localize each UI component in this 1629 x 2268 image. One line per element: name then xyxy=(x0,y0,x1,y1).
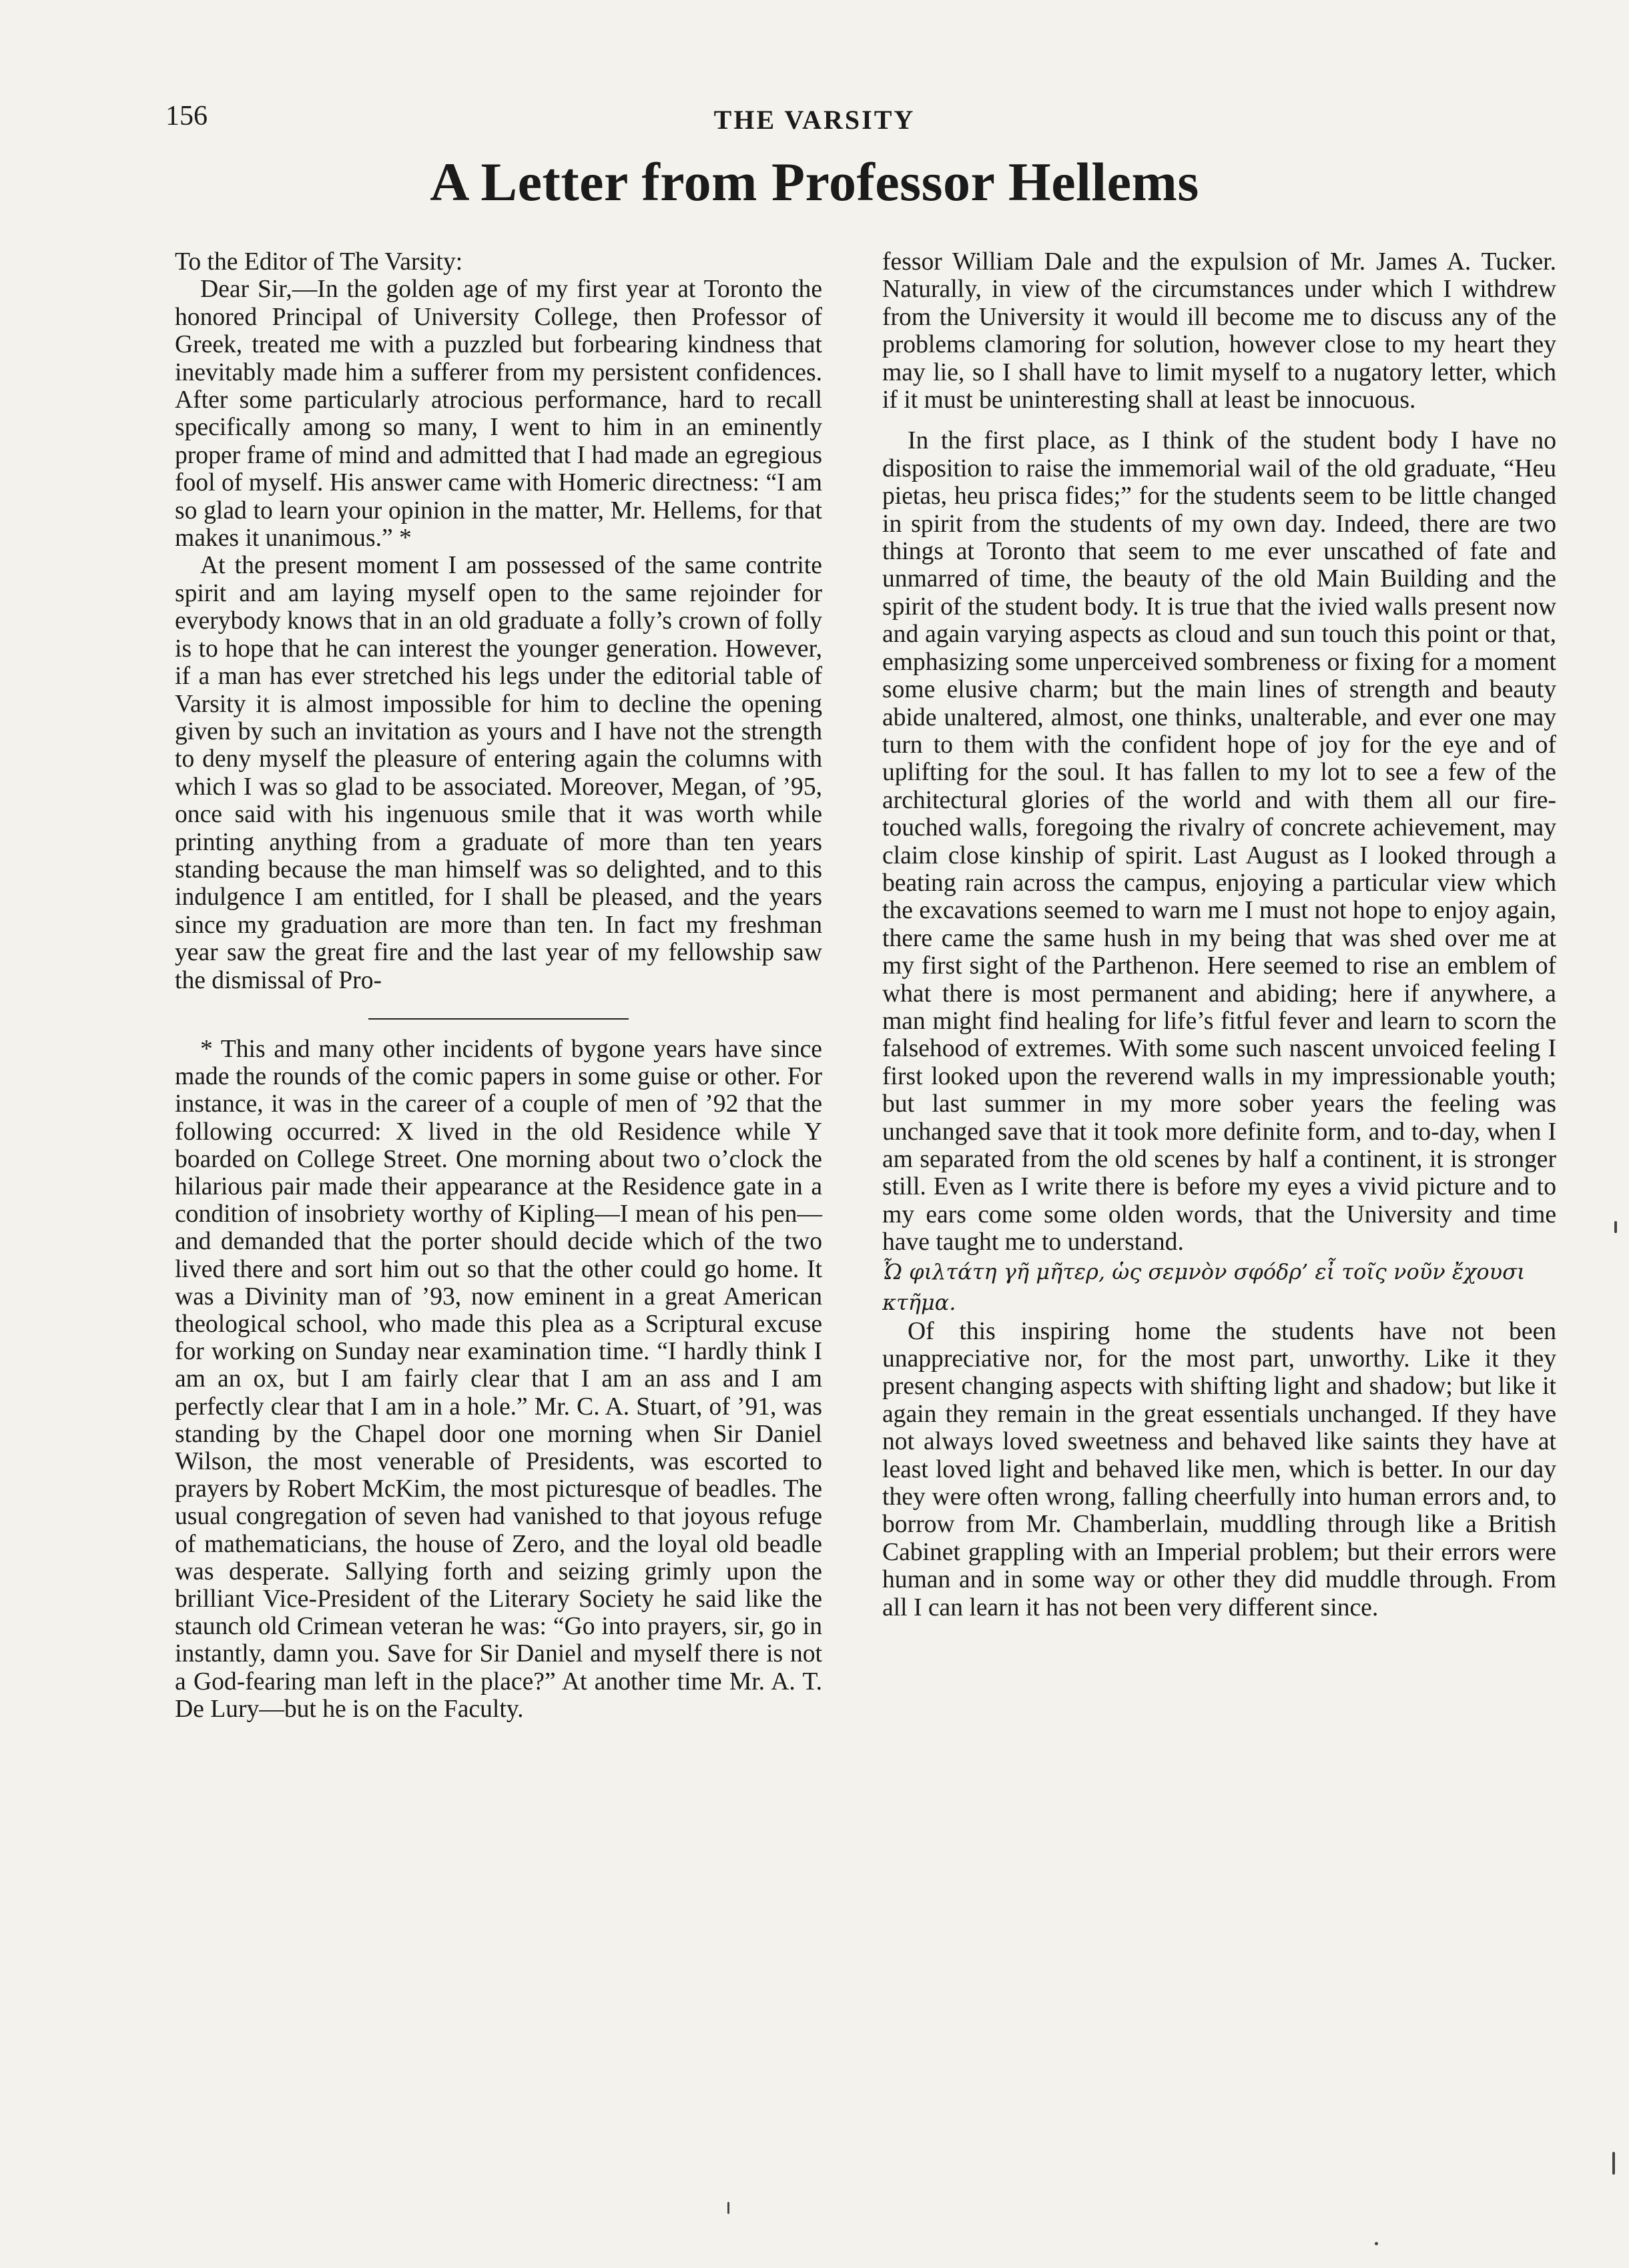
salutation: To the Editor of The Varsity: xyxy=(175,248,463,276)
right-column xyxy=(882,248,1556,1621)
scan-speck xyxy=(727,2202,729,2214)
paragraph: Dear Sir,—In the golden age of my first year at Toronto the honored Principal of University College, then Professor of Greek, treated me with a puzzled but forbearing kindness that inevitably made him a sufferer from my persistent confidences. After some particularly atrocious performance, hard to recall specifically among so many, I went to him in an eminently proper frame of mind and admitted that I had made an egregious fool of myself. His answer came with Homeric directness: “I am so glad to learn your opinion in the matter, Mr. Hellems, for that makes it unanimous.” * xyxy=(175,276,822,552)
left-column xyxy=(175,248,822,1723)
running-head: THE VARSITY xyxy=(713,105,916,135)
paragraph: In the first place, as I think of the student body I have no disposition to raise the immemorial wail of the old graduate, “Heu pietas, heu prisca fides;” for the students seem to be little changed in spirit from the students of my own day. Indeed, there are two things at Toronto that seem to me ever unscathed of fate and unmarred of time, the beauty of the old Main Building and the spirit of the student body. It is true that the ivied walls present now and again varying aspects as cloud and sun touch this point or that, emphasizing some unperceived sombreness or fixing for a moment some elusive charm; but the main lines of strength and beauty abide unaltered, almost, one thinks, unalterable, and ever one may turn to them with the confident hope of joy for the eye and of uplifting for the soul. It has fallen to my lot to see a few of the architectural glories of the world and with them all our fire-touched walls, foregoing the rivalry of concrete achievement, may claim close kinship of spirit. Last August as I looked through a beating rain across the campus, enjoying a particular view which the excavations seemed to warn me I must not hope to enjoy again, there came the same hush in my being that was shed over me at my first sight of the Parthenon. Here seemed to rise an emblem of what there is most permanent and abiding; here if anywhere, a man might find healing for life’s fitful fever and learn to scorn the falsehood of extremes. With some such nascent unvoiced feeling I first looked upon the reverend walls in my impressionable youth; but last summer in my more sober years the feeling was unchanged save that it took more definite form, and to-day, when I am separated from the old scenes by half a continent, it is stronger still. Even as I write there is before my eyes a vivid picture and to my ears come some olden words, that the University and time have taught me to understand. xyxy=(882,427,1556,1256)
scan-speck xyxy=(1375,2242,1378,2245)
paragraph: At the present moment I am possessed of the same contrite spirit and am laying myself open to the same rejoinder for everybody knows that in an old graduate a folly’s crown of folly is to hope that he can interest the younger generation. However, if a man has ever stretched his legs under the editorial table of Varsity it is almost impossible for him to decline the opening given by such an invitation as yours and I have not the strength to deny myself the pleasure of entering again the columns with which I was so glad to be associated. Moreover, Megan, of ’95, once said with his ingenuous smile that it was worth while printing anything from a graduate of more than ten years standing because the man himself was so delighted, and to this indulgence I am entitled, for I shall be pleased, and the years since my graduation are more than ten. In fact my freshman year saw the great fire and the last year of my fellowship saw the dismissal of Pro- xyxy=(175,552,822,994)
article-title: A Letter from Professor Hellems xyxy=(430,151,1199,212)
page-number: 156 xyxy=(166,101,208,131)
footnote-divider xyxy=(368,1018,629,1020)
footnote: * This and many other incidents of bygone years have since made the rounds of the comic papers in some guise or other. For instance, it was in the career of a couple of men of ’92 that the following occurred: X lived in the old Residence while Y boarded on College Street. One morning about two o’clock the hilarious pair made their appearance at the Residence gate in a condition of insobriety worthy of Kipling—I mean of his pen—and demanded that the porter should decide which of the two lived there and sort him out so that the other could go home. It was a Divinity man of ’93, now eminent in a great American theological school, who made this plea as a Scriptural excuse for working on Sunday near examination time. “I hardly think I am an ox, but I am fairly clear that I am an ass and I am perfectly clear that I am in a hole.” Mr. C. A. Stuart, of ’91, was standing by the Chapel door one morning when Sir Daniel Wilson, the most venerable of Presidents, was escorted to prayers by Robert McKim, the most picturesque of beadles. The usual congregation of seven had vanished to that joyous refuge of mathematicians, the house of Zero, and the loyal old beadle was desperate. Sallying forth and seizing grimly upon the brilliant Vice-President of the Literary Society he said like the staunch old Crimean veteran he was: “Go into prayers, sir, go in instantly, damn you. Save for Sir Daniel and myself there is not a God-fearing man left in the place?” At another time Mr. A. T. De Lury—but he is on the Faculty. xyxy=(175,1035,822,1723)
scan-speck xyxy=(1614,1221,1617,1233)
scan-speck xyxy=(1612,2152,1615,2175)
closing-paragraph: Of this inspiring home the students have not been unappreciative nor, for the most part, unworthy. Like it they present changing aspects with shifting light and shadow; but like it again they remain in the great essentials unchanged. If they have not always loved sweetness and behaved like saints they have at least loved light and behaved like men, which is better. In our day they were often wrong, falling cheerfully into human errors and, to borrow from Mr. Chamberlain, muddling through like a British Cabinet grappling with an Imperial problem; but their errors were human and in some way or other they did muddle through. From all I can learn it has not been very different since. xyxy=(882,1317,1556,1621)
greek-quotation: Ὦ φιλτάτη γῆ μῆτερ, ὡς σεμνὸν σφόδρ’ εἶ τοῖς νοῦν ἔχουσι κτῆμα. xyxy=(882,1258,1526,1315)
paragraph: fessor William Dale and the expulsion of Mr. James A. Tucker. Naturally, in view of the circumstances under which I withdrew from the University it would ill become me to discuss any of the problems clamoring for solution, however close to my heart they may lie, so I shall have to limit myself to a nugatory letter, which if it must be uninteresting shall at least be innocuous. xyxy=(882,248,1556,414)
